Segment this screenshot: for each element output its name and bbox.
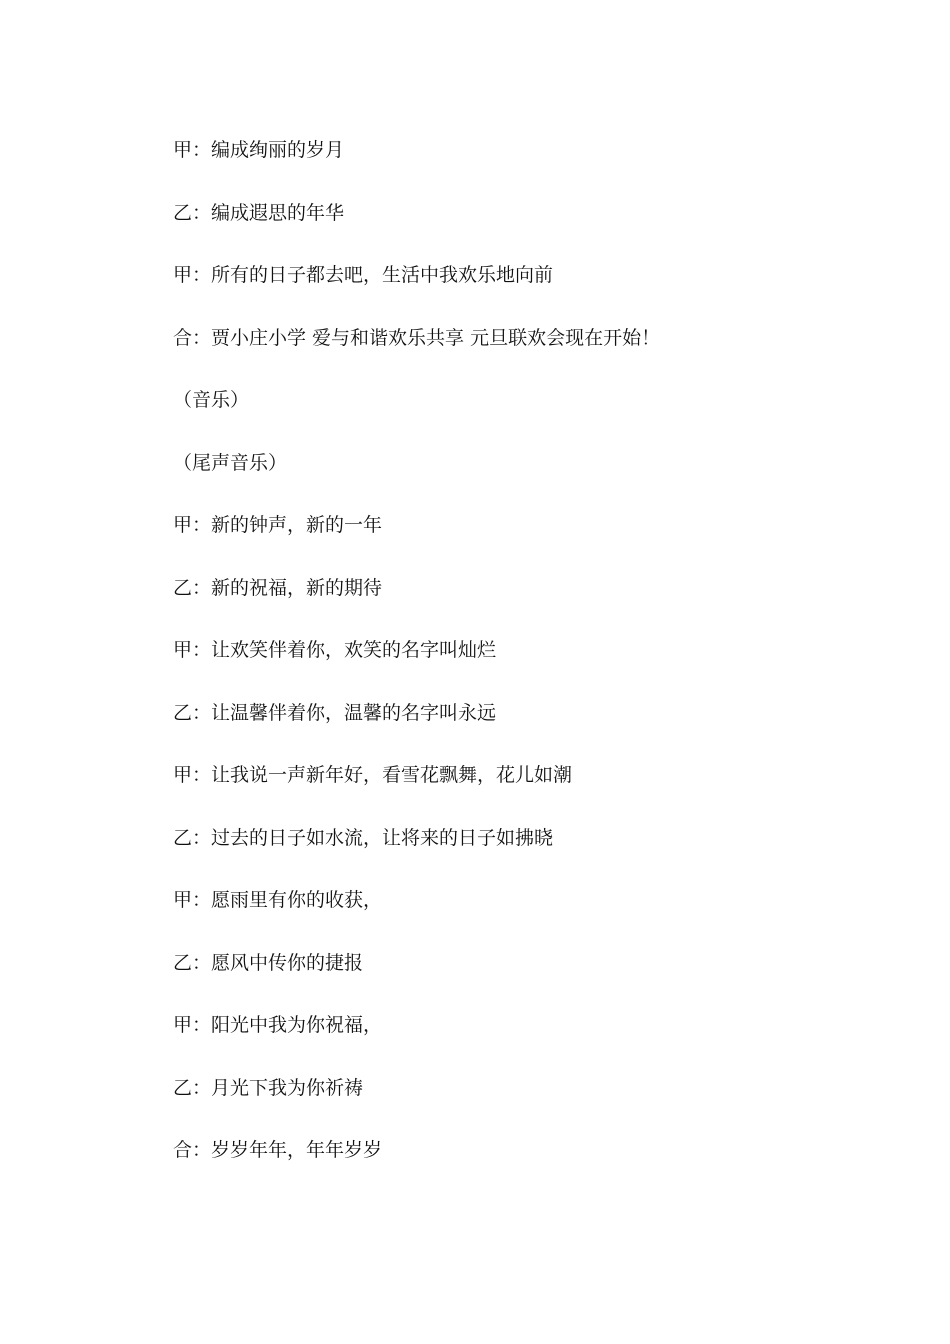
script-line: 甲：让我说一声新年好，看雪花飘舞，花儿如潮 [173, 764, 573, 786]
script-line: 乙：编成遐思的年华 [173, 201, 345, 224]
script-line: 合：贾小庄小学 爱与和谐欢乐共享 元旦联欢会现在开始！ [173, 326, 661, 349]
script-line: 甲：编成绚丽的岁月 [173, 139, 345, 161]
script-line: 甲：所有的日子都去吧，生活中我欢乐地向前 [173, 264, 554, 286]
script-line: 甲：让欢笑伴着你，欢笑的名字叫灿烂 [173, 639, 497, 661]
script-line: 乙：过去的日子如水流，让将来的日子如拂晓 [173, 826, 554, 849]
script-line: 甲：愿雨里有你的收获， [173, 889, 383, 911]
script-line: 乙：愿风中传你的捷报 [173, 951, 364, 974]
script-line: 乙：月光下我为你祈祷 [173, 1076, 364, 1099]
script-line: 乙：新的祝福，新的期待 [173, 576, 383, 599]
script-line: 甲：新的钟声，新的一年 [173, 514, 383, 536]
stage-direction: （音乐） [173, 389, 250, 411]
stage-direction: （尾声音乐） [173, 451, 288, 474]
script-line: 合：岁岁年年，年年岁岁 [173, 1139, 383, 1161]
script-line: 甲：阳光中我为你祝福， [173, 1014, 383, 1036]
script-text-body [173, 132, 873, 1195]
script-line: 乙：让温馨伴着你，温馨的名字叫永远 [173, 701, 497, 724]
